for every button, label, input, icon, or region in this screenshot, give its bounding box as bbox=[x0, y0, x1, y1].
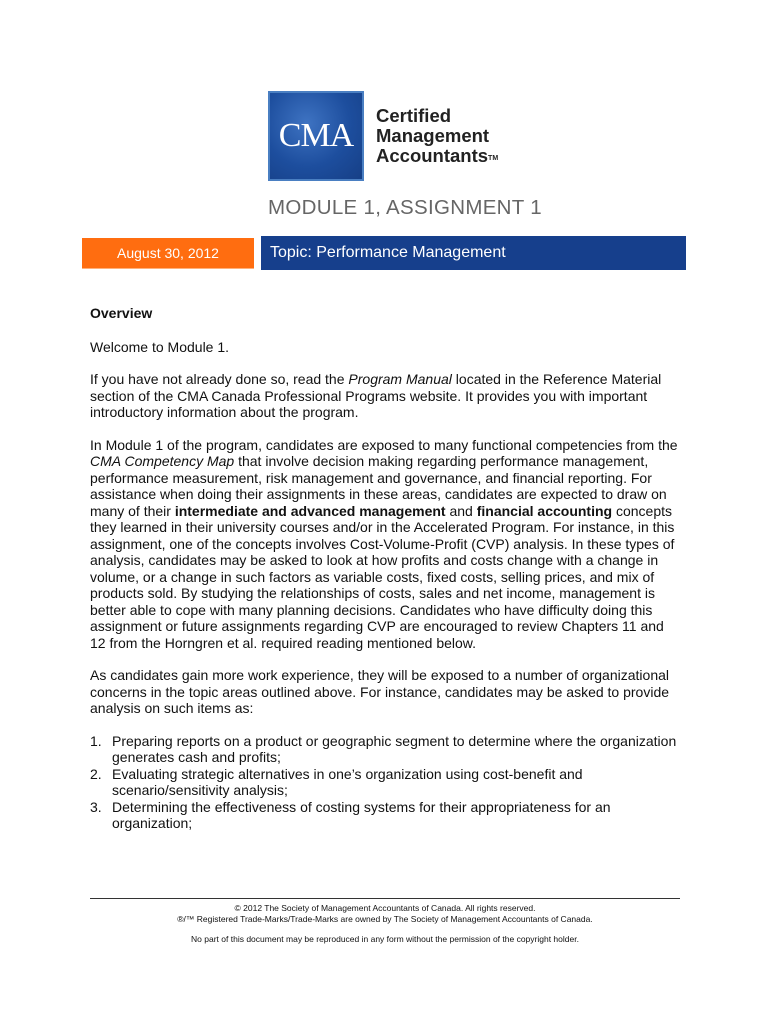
list-item: 2. Evaluating strategic alternatives in one’s organization using cost-benefit and scenario/sensitivity analysis; bbox=[90, 765, 583, 798]
topic-banner bbox=[261, 236, 686, 270]
cma-logo-mark bbox=[268, 91, 364, 181]
competency-map-title: CMA Competency Map bbox=[90, 453, 235, 469]
management-emphasis: intermediate and advanced management bbox=[174, 502, 446, 519]
topic-text: Topic: Performance Management bbox=[270, 244, 506, 261]
overview-heading: Overview bbox=[90, 305, 153, 321]
logo-line-accountants: Accountants™ bbox=[376, 145, 499, 166]
analysis-items-list bbox=[90, 733, 680, 832]
logo-line-certified: Certified bbox=[376, 105, 452, 126]
financial-accounting-emphasis: financial accounting bbox=[476, 502, 613, 519]
module-title: MODULE 1, ASSIGNMENT 1 bbox=[268, 196, 542, 219]
trademark-mark: TM bbox=[488, 155, 499, 162]
trademark-line: ®/™ Registered Trade-Marks/Trade-Marks are owned by The Society of Management Accountants of Canada. bbox=[177, 914, 593, 924]
date-text: August 30, 2012 bbox=[117, 245, 219, 261]
cma-logo bbox=[268, 90, 498, 182]
module-intro-paragraph: In Module 1 of the program, candidates are exposed to many functional competencies from the CMA Competency Map that involve decision making regarding performance management, performance measurement, risk management and governance, and financial reporting. For assistance when doing their assignments in these areas, candidates are expected to draw on many of their intermediate and advanced management and financial accounting concepts they learned in their university courses and/or in the Accelerated Program. For instance, in this assignment, one of the concepts involves Cost-Volume-Profit (CVP) analysis. In these types of analysis, candidates may be asked to look at how profits and costs change with a change in volume, or a change in such factors as variable costs, fixed costs, selling prices, and mix of products sold. By studying the relationships of costs, sales and net income, management is better able to cope with many planning decisions. Candidates who have difficulty doing this assignment or future assignments regarding CVP are encouraged to review Chapters 11 and 12 from the Horngren et al. required reading mentioned below. bbox=[90, 436, 678, 651]
list-item: 1. Preparing reports on a product or geographic segment to determine where the organization generates cash and profits; bbox=[90, 732, 677, 765]
logo-line-management: Management bbox=[376, 125, 490, 146]
reproduction-notice: No part of this document may be reproduced in any form without the permission of the copyright holder. bbox=[191, 934, 579, 944]
cma-logo-wordmark bbox=[376, 106, 498, 166]
footer-divider bbox=[90, 898, 680, 899]
document-body bbox=[90, 305, 680, 832]
date-banner bbox=[82, 238, 254, 269]
welcome-paragraph: Welcome to Module 1. bbox=[90, 338, 230, 355]
program-manual-paragraph: If you have not already done so, read the Program Manual located in the Reference Material section of the CMA Canada Professional Programs website. It provides you with important introductory information about the program. bbox=[90, 371, 662, 420]
page-footer bbox=[90, 903, 680, 945]
program-manual-title: Program Manual bbox=[348, 371, 452, 387]
list-item: 3. Determining the effectiveness of costing systems for their appropriateness for an organization; bbox=[90, 798, 611, 831]
cma-logo-letters: CMA bbox=[278, 117, 354, 154]
work-experience-paragraph: As candidates gain more work experience, they will be exposed to a number of organizational concerns in the topic areas outlined above. For instance, candidates may be asked to provide analysis on such items as: bbox=[90, 667, 670, 716]
copyright-line: © 2012 The Society of Management Accountants of Canada. All rights reserved. bbox=[234, 903, 536, 913]
